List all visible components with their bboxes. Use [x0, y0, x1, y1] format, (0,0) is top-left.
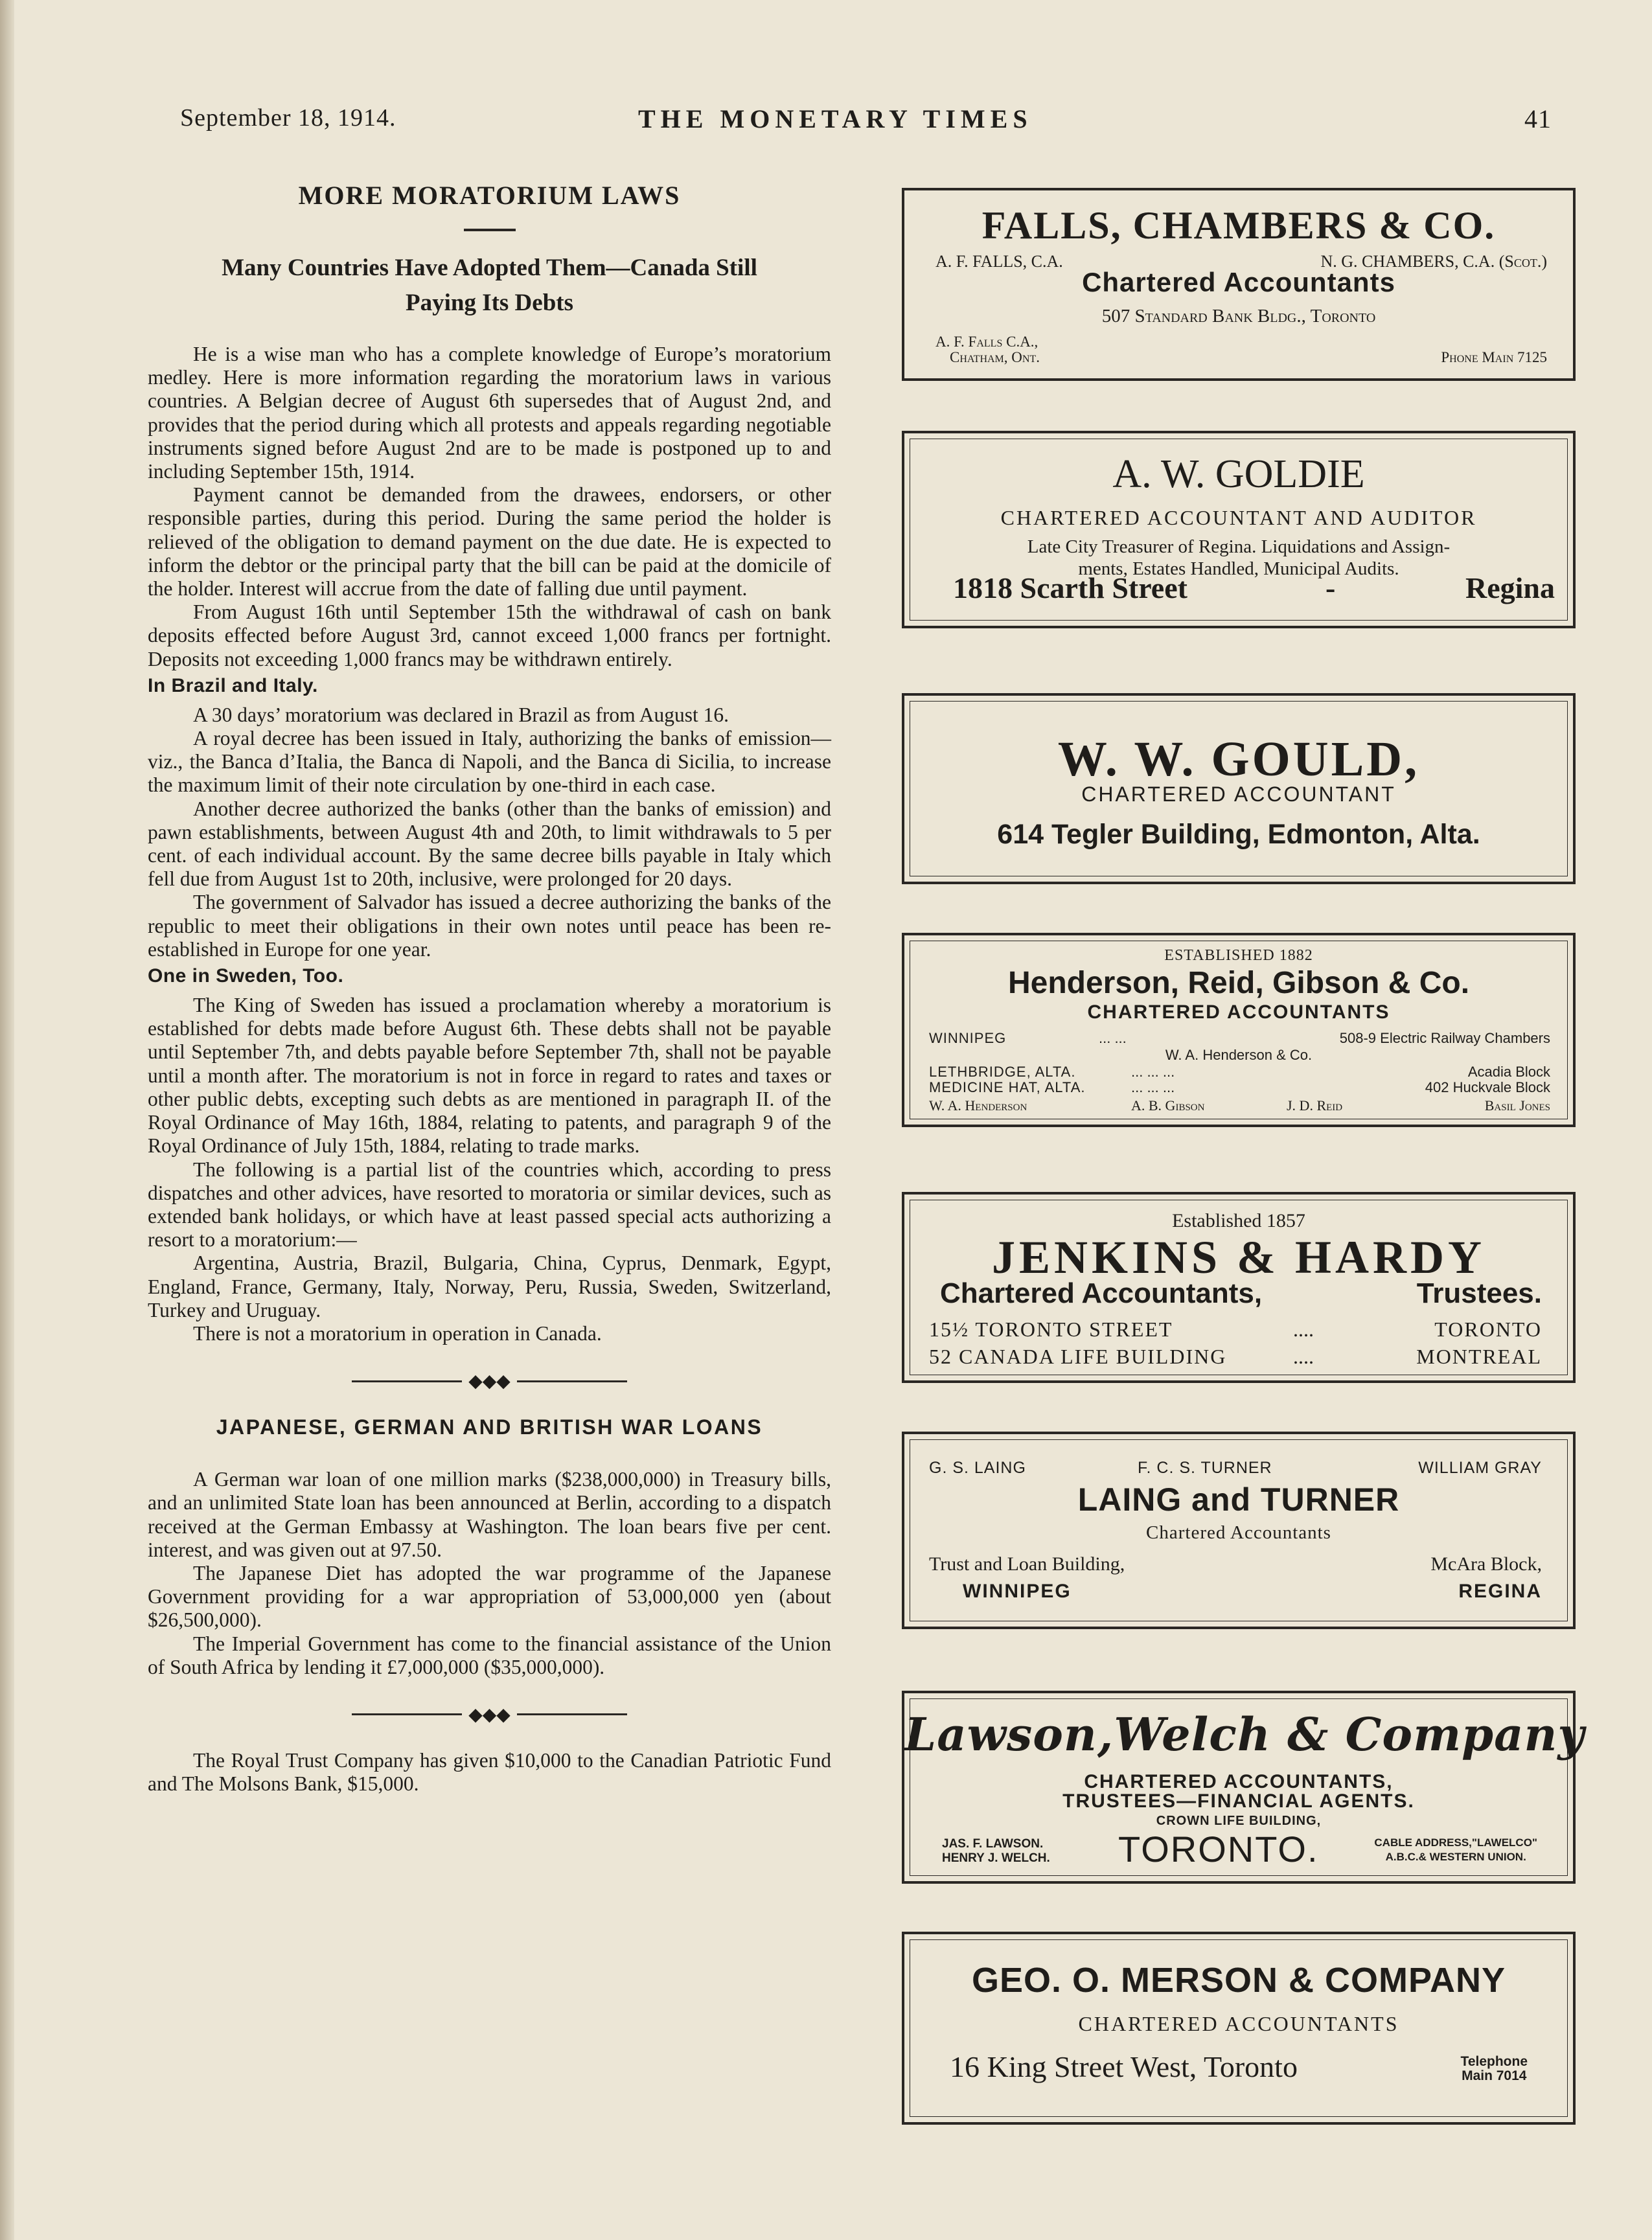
leader-dots: .... — [1293, 1318, 1314, 1341]
closing-note — [148, 1749, 831, 1796]
telephone-label: Telephone — [1460, 2054, 1528, 2069]
paragraph: A royal decree has been issued in Italy, authorizing the banks of emission—viz., the Banca d’Italia, the Banca di Napoli, and the Banca di Sicilia, to increase the maximum limit of their note circulation by one-third in each case. — [148, 727, 831, 797]
cable-address — [1374, 1836, 1537, 1864]
branch-line-2: Chatham, Ont. — [950, 349, 1040, 365]
paragraph: The government of Salvador has issued a decree authorizing the banks of the republic to meet their obligations in their own notes until peace has been re-established in Europe for one year. — [148, 891, 831, 961]
trustees: Trustees. — [1416, 1277, 1542, 1309]
issue-date: September 18, 1914. — [180, 104, 396, 131]
partner-name: J. D. Reid — [1287, 1097, 1343, 1114]
loans-article-body — [148, 1468, 831, 1679]
building: CROWN LIFE BUILDING, — [1156, 1814, 1322, 1828]
city-1: TORONTO — [1434, 1318, 1542, 1341]
cable-line-2: A.B.C.& WESTERN UNION. — [1385, 1851, 1526, 1863]
established: Established 1857 — [1172, 1210, 1305, 1231]
partner-name: G. S. LAING — [929, 1459, 1026, 1477]
subtitle-line-1: Many Countries Have Adopted Them—Canada Still — [222, 255, 757, 281]
city-2: MONTREAL — [1416, 1345, 1542, 1368]
firm-name: FALLS, CHAMBERS & CO. — [981, 204, 1496, 247]
office-medicine-hat-address: 402 Huckvale Block — [1425, 1079, 1550, 1095]
section-heading-sweden: One in Sweden, Too. — [148, 965, 344, 987]
page-binding-edge — [0, 0, 14, 2240]
section-heading-brazil: In Brazil and Italy. — [148, 674, 318, 696]
paragraph: Argentina, Austria, Brazil, Bulgaria, China, Cyprus, Denmark, Egypt, England, France, Germany, Italy, Norway, Peru, Russia, Sweden, Switzerland, Turkey and Uruguay. — [148, 1251, 831, 1321]
profession: CHARTERED ACCOUNTANTS, — [1084, 1771, 1394, 1792]
partner-name: Basil Jones — [1484, 1097, 1550, 1114]
profession: Chartered Accountants — [1082, 267, 1395, 297]
ad-jenkins-hardy — [902, 1192, 1576, 1383]
partner-name: F. C. S. TURNER — [1138, 1459, 1272, 1477]
office-lethbridge-city: LETHBRIDGE, ALTA. — [929, 1064, 1076, 1080]
paragraph: A German war loan of one million marks ($238,000,000) in Treasury bills, and an unlimited State loan has been announced at Berlin, according to a dispatch received at the German Embassy at Washington. The loan bears five per cent. interest, and was given out at 97.50. — [148, 1468, 831, 1561]
branch-office — [935, 334, 1040, 365]
city: Regina — [1465, 571, 1555, 604]
firm-name: W. W. GOULD, — [1057, 732, 1420, 786]
branch-line-1: A. F. Falls C.A., — [935, 334, 1038, 350]
loans-article-title: JAPANESE, GERMAN AND BRITISH WAR LOANS — [216, 1415, 763, 1439]
article-column — [148, 162, 831, 1796]
paragraph: The Japanese Diet has adopted the war programme of the Japanese Government providing for a war appropriation of 53,000,000 yen (about $26,500,000). — [148, 1561, 831, 1632]
article-body — [148, 343, 831, 1345]
partner-name: JAS. F. LAWSON. — [942, 1837, 1044, 1851]
ad-gould — [902, 693, 1576, 884]
street-address: 1818 Scarth Street — [953, 571, 1187, 604]
office-winnipeg-address: 508-9 Electric Railway Chambers — [1339, 1030, 1550, 1046]
cable-line-1: CABLE ADDRESS,"LAWELCO" — [1374, 1836, 1537, 1849]
partner-left: A. F. FALLS, C.A. — [935, 252, 1063, 271]
address-right: McAra Block, — [1430, 1553, 1542, 1575]
profession: CHARTERED ACCOUNTANTS — [1087, 1001, 1390, 1023]
profession: Chartered Accountants — [1146, 1522, 1331, 1543]
ad-merson — [902, 1932, 1576, 2125]
leader-dots: ... ... — [1099, 1030, 1127, 1046]
profession: CHARTERED ACCOUNTANT AND AUDITOR — [1000, 506, 1477, 529]
partner-name: W. A. Henderson — [929, 1097, 1027, 1114]
address: 507 Standard Bank Bldg., Toronto — [1101, 306, 1376, 326]
city-left: WINNIPEG — [963, 1581, 1072, 1602]
page-number: 41 — [1524, 104, 1552, 133]
office-medicine-hat-city: MEDICINE HAT, ALTA. — [929, 1079, 1086, 1095]
ad-falls-chambers — [902, 188, 1576, 381]
paragraph: Another decree authorized the banks (other than the banks of emission) and pawn establishments, between August 4th and 20th, to limit withdrawals to 5 per cent. of each individual account. By the same decree bills payable in Italy which fell due from August 1st to 20th, inclusive, were prolonged for 20 days. — [148, 797, 831, 891]
paragraph: There is not a moratorium in operation in Canada. — [193, 1321, 602, 1345]
section-ornament: ◆◆◆ — [148, 1370, 831, 1392]
city: TORONTO. — [1118, 1829, 1319, 1869]
profession: Chartered Accountants, — [940, 1277, 1263, 1309]
trustees: TRUSTEES—FINANCIAL AGENTS. — [1062, 1790, 1415, 1812]
firm-name: LAING and TURNER — [1077, 1481, 1400, 1518]
ad-lawson-welch — [902, 1691, 1585, 1884]
paragraph: The Imperial Government has come to the financial assistance of the Union of South Africa by lending it £7,000,000 ($35,000,000). — [148, 1632, 831, 1678]
section-ornament: ◆◆◆ — [148, 1704, 831, 1726]
subtitle-line-2: Paying Its Debts — [405, 290, 574, 316]
description-line-1: Late City Treasurer of Regina. Liquidations and Assign- — [1027, 536, 1451, 557]
telephone — [1461, 2055, 1528, 2083]
established: ESTABLISHED 1882 — [1164, 947, 1313, 964]
leader-dots: .... — [1293, 1345, 1314, 1368]
paragraph: He is a wise man who has a complete knowledge of Europe’s moratorium medley. Here is more information regarding the moratorium laws in various countries. A Belgian decree of August 6th supersedes that of August 2nd, and provides that the period during which all protests and appeals regarding negotiable instruments signed before August 2nd are to be made is postponed up to and including September 15th, 1914. — [148, 343, 831, 483]
city-right: REGINA — [1458, 1581, 1542, 1602]
profession: CHARTERED ACCOUNTANT — [1081, 783, 1396, 806]
paragraph: The King of Sweden has issued a proclamation whereby a moratorium is established for debts made before August 6th. These debts shall not be payable until September 7th, and debts payable before September 7th, shall not be payable until a month after. The moratorium is not in force in regard to rates and taxes or other public debts, excepting such debts as are mentioned in paragraph II. of the Royal Ordinance of May 16th, 1884, relating to patents, and paragraph 9 of the Royal Ordinance of July 15th, 1884, relating to trade marks. — [148, 994, 831, 1158]
firm-name: JENKINS & HARDY — [991, 1231, 1486, 1283]
ad-laing-turner — [902, 1432, 1576, 1629]
office-winnipeg-contact: W. A. Henderson & Co. — [1165, 1047, 1313, 1063]
office-winnipeg-city: WINNIPEG — [929, 1030, 1007, 1046]
partner-right: N. G. CHAMBERS, C.A. (Scot.) — [1320, 252, 1547, 271]
address-dash: - — [1325, 571, 1336, 604]
partner-name: HENRY J. WELCH. — [942, 1851, 1050, 1865]
article-subtitle — [148, 251, 831, 321]
description-line-2: ments, Estates Handled, Municipal Audits. — [1078, 558, 1399, 579]
address: 614 Tegler Building, Edmonton, Alta. — [997, 819, 1480, 850]
paragraph: The following is a partial list of the countries which, according to press dispatches and other advices, have resorted to moratoria or similar devices, such as extended bank holidays, or which have at least passed special acts authorizing a resort to a moratorium:— — [148, 1158, 831, 1251]
profession: CHARTERED ACCOUNTANTS — [1078, 2012, 1399, 2035]
firm-name: A. W. GOLDIE — [1112, 452, 1365, 496]
office-lethbridge-address: Acadia Block — [1467, 1064, 1550, 1080]
ad-goldie — [902, 431, 1576, 628]
paragraph: Payment cannot be demanded from the drawees, endorsers, or other responsible parties, during this period. During the same period the holder is relieved of the obligation to demand payment on the due date. He is expected to inform the debtor or the principal party that the bill can be paid at the domicile of the holder. Interest will accrue from the date of falling due until payment. — [148, 483, 831, 600]
firm-name: Henderson, Reid, Gibson & Co. — [1007, 966, 1470, 1000]
address: 16 King Street West, Toronto — [950, 2050, 1298, 2083]
phone: Phone Main 7125 — [1441, 349, 1547, 365]
paragraph: A 30 days’ moratorium was declared in Brazil as from August 16. — [193, 703, 729, 726]
paragraph: From August 16th until September 15th the withdrawal of cash on bank deposits effected before August 3rd, cannot exceed 1,000 francs per fortnight. Deposits not exceeding 1,000 francs may be withdrawn entirely. — [148, 600, 831, 670]
partners — [942, 1837, 1050, 1866]
firm-name: Lawson,Welch & Company — [904, 1708, 1585, 1761]
address-line-1: 15½ TORONTO STREET — [929, 1318, 1173, 1341]
title-rule — [464, 229, 516, 231]
address-line-2: 52 CANADA LIFE BUILDING — [929, 1345, 1227, 1368]
address-left: Trust and Loan Building, — [929, 1553, 1125, 1575]
publication-title: THE MONETARY TIMES — [638, 104, 1033, 133]
leader-dots: ... ... ... — [1131, 1064, 1175, 1080]
ad-henderson-reid-gibson — [902, 933, 1576, 1127]
article-title: MORE MORATORIUM LAWS — [298, 181, 681, 210]
leader-dots: ... ... ... — [1131, 1079, 1175, 1095]
telephone-number: Main 7014 — [1462, 2068, 1527, 2083]
partner-name: WILLIAM GRAY — [1418, 1459, 1542, 1477]
partner-name: A. B. Gibson — [1131, 1097, 1205, 1114]
firm-name: GEO. O. MERSON & COMPANY — [971, 1961, 1506, 2000]
paragraph: The Royal Trust Company has given $10,000 to the Canadian Patriotic Fund and The Molsons Bank, $15,000. — [148, 1748, 831, 1796]
